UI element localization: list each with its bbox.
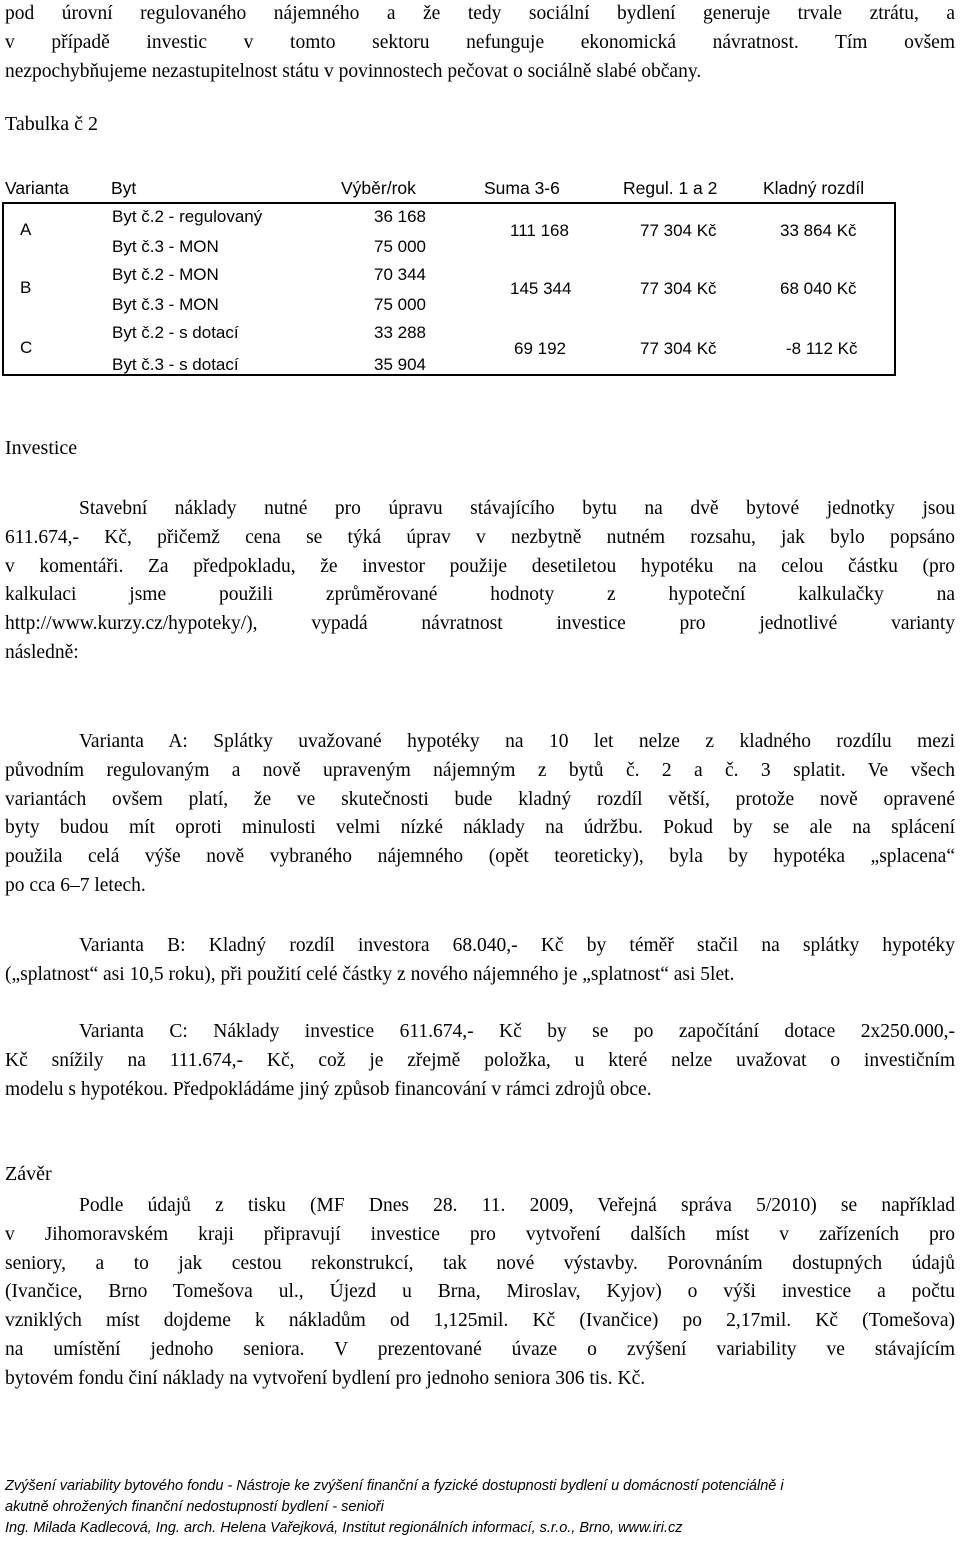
table-group-b <box>4 262 894 320</box>
cell-regul: 77 304 Kč <box>640 221 717 240</box>
cell-byt: Byt č.3 - s dotací <box>112 355 239 374</box>
text-line: Stavební náklady nutné pro úpravu stávajícího bytu na dvě bytové jednotky jsou <box>79 498 955 519</box>
cell-regul: 77 304 Kč <box>640 339 717 358</box>
variant-table <box>2 202 896 376</box>
cell-suma: 111 168 <box>510 221 569 240</box>
cell-varianta: C <box>20 338 33 357</box>
text-line: Kč snížily na 111.674,- Kč, což je zřejmě položka, u které nelze uvažovat o investičním <box>5 1049 955 1071</box>
cell-byt: Byt č.2 - s dotací <box>112 323 239 342</box>
text-line: Varianta C: Náklady investice 611.674,- Kč by se po započítání dotace 2x250.000,- <box>79 1021 955 1042</box>
cell-vyber: 75 000 <box>374 237 426 256</box>
text-line: nezpochybňujeme nezastupitelnost státu v povinnostech pečovat o sociálně slabé občany. <box>5 60 702 82</box>
text-line: variantách ovšem platí, že ve skutečnosti bude kladný rozdíl větší, protože nově opravené <box>5 788 955 810</box>
table-group-c <box>4 320 894 378</box>
text-line: v Jihomoravském kraji připravují investice pro vytvoření dalších míst v zařízeních pro <box>5 1223 955 1245</box>
varianta-c-paragraph <box>5 1018 955 1104</box>
text-line: http://www.kurzy.cz/hypoteky/), vypadá návratnost investice pro jednotlivé varianty <box>5 613 955 635</box>
cell-vyber: 75 000 <box>374 295 426 314</box>
cell-vyber: 36 168 <box>374 207 426 226</box>
cell-rozdil: -8 112 Kč <box>786 339 858 358</box>
text-line: modelu s hypotékou. Předpokládáme jiný způsob financování v rámci zdrojů obce. <box>5 1078 652 1100</box>
varianta-b-paragraph <box>5 932 955 990</box>
text-line: pod úrovní regulovaného nájemného a že tedy sociální bydlení generuje trvale ztrátu, a <box>5 3 955 24</box>
cell-vyber: 35 904 <box>374 355 426 374</box>
text-line: bytovém fondu činí náklady na vytvoření bydlení pro jednoho seniora 306 tis. Kč. <box>5 1367 646 1389</box>
footer-line: akutně ohrožených finanční nedostupností bydlení - senioři <box>5 1499 384 1515</box>
text-line: 611.674,- Kč, přičemž cena se týká úprav v nezbytně nutném rozsahu, jak bylo popsáno <box>5 526 955 548</box>
header-varianta: Varianta <box>5 178 69 198</box>
cell-vyber: 33 288 <box>374 323 426 342</box>
text-line: (Ivančice, Brno Tomešova ul., Újezd u Brna, Miroslav, Kyjov) o výši investice a počtu <box>5 1281 955 1303</box>
text-line: („splatnost“ asi 10,5 roku), při použití celé částky z nového nájemného je „splatnost“ asi 5let. <box>5 963 735 985</box>
cell-byt: Byt č.3 - MON <box>112 237 219 256</box>
table-group-a <box>4 204 894 262</box>
cell-rozdil: 33 864 Kč <box>780 221 857 240</box>
cell-byt: Byt č.2 - regulovaný <box>112 207 263 226</box>
text-line: původním regulovaným a nově upraveným nájemným z bytů č. 2 a č. 3 splatit. Ve všech <box>5 759 955 781</box>
text-line: Varianta A: Splátky uvažované hypotéky na 10 let nelze z kladného rozdílu mezi <box>79 731 955 752</box>
cell-varianta: B <box>20 278 32 297</box>
investice-paragraph <box>5 495 955 668</box>
text-line: seniory, a to jak cestou rekonstrukcí, tak nové výstavby. Porovnáním dostupných údajů <box>5 1252 955 1274</box>
text-line: Podle údajů z tisku (MF Dnes 28. 11. 2009, Veřejná správa 5/2010) se například <box>79 1195 955 1216</box>
text-line: po cca 6–7 letech. <box>5 874 146 896</box>
text-line: byty budou mít oproti minulosti velmi nízké náklady na údržbu. Pokud by se ale na splácení <box>5 817 955 839</box>
zaver-paragraph <box>5 1192 955 1394</box>
text-line: Varianta B: Kladný rozdíl investora 68.040,- Kč by téměř stačil na splátky hypotéky <box>79 935 955 956</box>
header-rozdil: Kladný rozdíl <box>763 178 865 198</box>
text-line: v komentáři. Za předpokladu, že investor použije desetiletou hypotéku na celou částku (pro <box>5 555 955 577</box>
cell-varianta: A <box>20 220 32 239</box>
text-line: v případě investic v tomto sektoru nefunguje ekonomická návratnost. Tím ovšem <box>5 31 955 53</box>
header-regul: Regul. 1 a 2 <box>623 178 718 198</box>
section-heading-investice: Investice <box>5 437 78 459</box>
text-line: kalkulaci jsme použili zprůměrované hodnoty z hypoteční kalkulačky na <box>5 584 955 606</box>
header-vyber: Výběr/rok <box>341 178 416 198</box>
cell-regul: 77 304 Kč <box>640 279 717 298</box>
text-line: následně: <box>5 641 79 663</box>
section-heading-zaver: Závěr <box>5 1163 52 1185</box>
text-line: použila celá výše nově vybraného nájemného (opět teoreticky), byla by hypotéka „splacena“ <box>5 846 955 868</box>
cell-suma: 145 344 <box>510 279 572 298</box>
cell-byt: Byt č.2 - MON <box>112 265 219 284</box>
footer-line: Zvýšení variability bytového fondu - Nástroje ke zvýšení finanční a fyzické dostupnosti bydlení u domácností potenciálně i <box>5 1478 784 1494</box>
footer-line: Ing. Milada Kadlecová, Ing. arch. Helena Vařejková, Institut regionálních informací, s.r.o., Brno, www.iri.cz <box>5 1520 683 1536</box>
header-suma: Suma 3-6 <box>484 178 560 198</box>
cell-rozdil: 68 040 Kč <box>780 279 857 298</box>
cell-suma: 69 192 <box>514 339 566 358</box>
text-line: na umístění jednoho seniora. V prezentované úvaze o zvýšení variability ve stávajícím <box>5 1338 955 1360</box>
cell-byt: Byt č.3 - MON <box>112 295 219 314</box>
intro-paragraph <box>5 0 955 86</box>
text-line: vzniklých míst dojdeme k nákladům od 1,125mil. Kč (Ivančice) po 2,17mil. Kč (Tomešova) <box>5 1310 955 1332</box>
cell-vyber: 70 344 <box>374 265 426 284</box>
header-byt: Byt <box>111 178 137 198</box>
table-header <box>0 174 900 202</box>
page-footer <box>5 1476 955 1539</box>
varianta-a-paragraph <box>5 728 955 901</box>
table-caption: Tabulka č 2 <box>5 113 99 135</box>
